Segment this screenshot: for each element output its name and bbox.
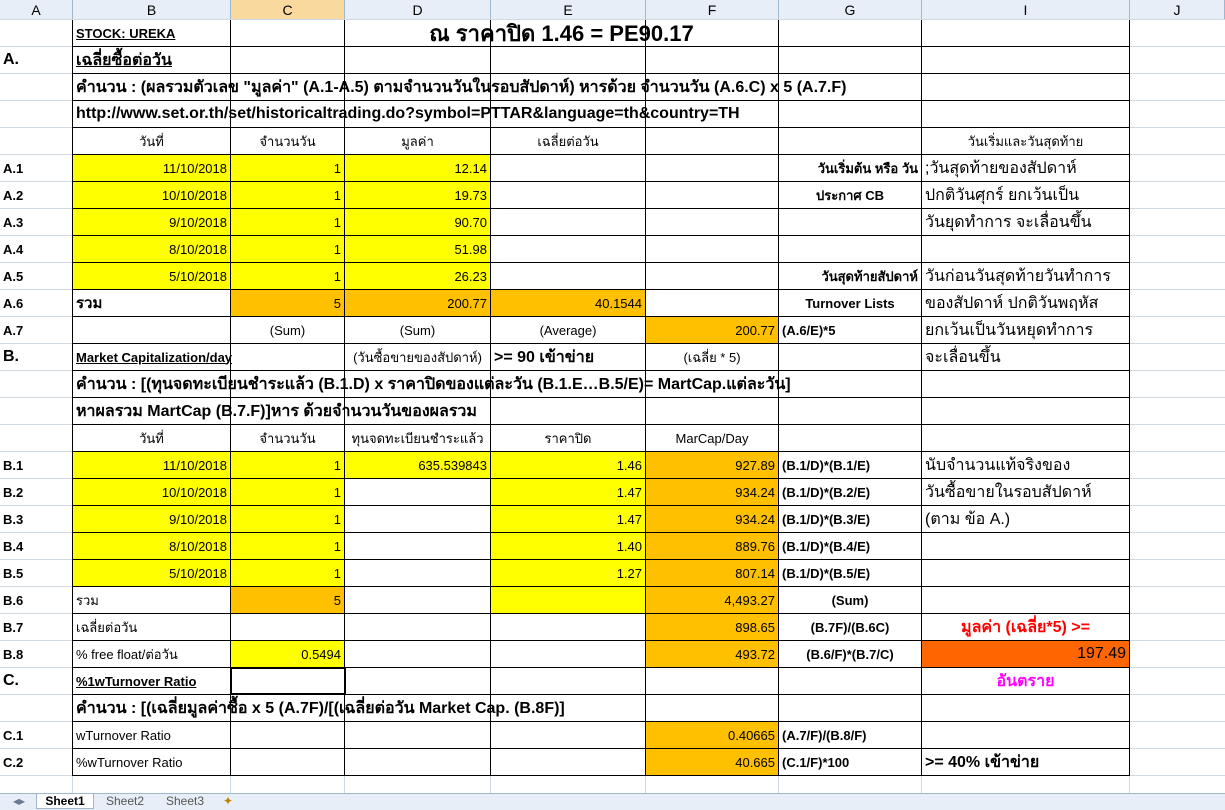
cell-value: 200.77 (447, 295, 487, 311)
cell-value: (Average) (539, 322, 597, 338)
cell-value: B. (3, 348, 19, 365)
cell-value: 5 (333, 295, 341, 311)
cell-value: (B.6/F)*(B.7/C) (806, 646, 894, 662)
cell-d10[interactable] (345, 263, 490, 289)
cell-g18[interactable] (779, 479, 921, 505)
cell-value: 1 (333, 457, 341, 473)
cell-value: เฉลี่ยต่อวัน (76, 619, 138, 635)
cell-c5[interactable] (231, 128, 344, 154)
cell-value: C.2 (3, 754, 24, 770)
cell-value: 51.98 (454, 241, 487, 257)
cell-b7[interactable] (73, 182, 230, 208)
cell-value: (C.1/F)*100 (782, 754, 850, 770)
cell-value: 9/10/2018 (169, 511, 227, 527)
cell-value: (ตาม ข้อ A.) (925, 510, 1011, 528)
cell-value: 10/10/2018 (161, 484, 227, 500)
cell-d16[interactable] (345, 425, 490, 451)
cell-value: คำนวน : [(ทุนจดทะเบียนชำระแล้ว (B.1.D) x ราคาปิดของแต่ละวัน (B.1.E…B.5/E)= MartCap.แต่ละวัน] (76, 375, 791, 393)
cell-value: จำนวนวัน (259, 133, 316, 149)
cell-h7[interactable] (922, 182, 1129, 208)
cell-e18[interactable] (491, 479, 645, 505)
cell-c7[interactable] (231, 182, 344, 208)
cell-value: 1 (333, 160, 341, 176)
cell-value: 1 (333, 511, 341, 527)
cell-value: (เฉลี่ย * 5) (683, 349, 741, 365)
cell-h8[interactable] (922, 209, 1129, 235)
cell-a19[interactable] (0, 506, 72, 532)
cell-value: Market Capitalization/day (76, 349, 233, 365)
cell-value: MarCap/Day (675, 430, 749, 446)
cell-b22[interactable] (73, 587, 230, 613)
cell-value: 9/10/2018 (169, 214, 227, 230)
cell-value: 0.5494 (301, 646, 341, 662)
cell-value: ประกาศ CB (815, 187, 885, 203)
cell-value: (B.7F)/(B.6C) (810, 619, 890, 635)
cell-value: (A.7/F)/(B.8/F) (782, 727, 867, 743)
cell-a17[interactable] (0, 452, 72, 478)
cell-value: 40.665 (735, 754, 775, 770)
column-header-e[interactable]: E (491, 0, 646, 20)
cell-value: 40.1544 (595, 295, 642, 311)
sheet-tab-sheet3[interactable]: Sheet3 (165, 794, 205, 808)
column-header-b[interactable]: B (73, 0, 231, 20)
cell-f23[interactable] (646, 614, 778, 640)
cell-value: 1 (333, 187, 341, 203)
sheet-tab-bar (0, 793, 1225, 810)
cell-a18[interactable] (0, 479, 72, 505)
cell-b14[interactable] (73, 371, 1129, 397)
cell-f18[interactable] (646, 479, 778, 505)
cell-d7[interactable] (345, 182, 490, 208)
cell-a8[interactable] (0, 209, 72, 235)
cell-value: วันสุดท้ายสัปดาห์ (821, 268, 918, 284)
cell-value: จำนวนวัน (259, 430, 316, 446)
cell-a6[interactable] (0, 155, 72, 181)
cell-value: Turnover Lists (805, 295, 895, 311)
cell-value: 26.23 (454, 268, 487, 284)
cell-a20[interactable] (0, 533, 72, 559)
cell-value: A.1 (3, 160, 24, 176)
cell-c20[interactable] (231, 533, 344, 559)
cell-f28[interactable] (646, 749, 778, 775)
cell-h28[interactable] (922, 749, 1129, 775)
cell-value: A.5 (3, 268, 24, 284)
cell-value: B.6 (3, 592, 24, 608)
cell-value: B.7 (3, 619, 24, 635)
cell-a13[interactable] (0, 344, 72, 370)
cell-g28[interactable] (779, 749, 921, 775)
cell-value: ปกติวันศุกร์ ยกเว้นเป็น (925, 186, 1080, 204)
cell-d9[interactable] (345, 236, 490, 262)
cell-value: อันตราย (996, 672, 1055, 690)
cell-value: 1.40 (616, 538, 642, 554)
cell-a11[interactable] (0, 290, 72, 316)
cell-value: วันซื้อขายในรอบสัปดาห์ (925, 483, 1092, 501)
cell-value: 889.76 (735, 538, 775, 554)
cell-b24[interactable] (73, 641, 230, 667)
cell-e22[interactable] (491, 587, 645, 613)
cell-b16[interactable] (73, 425, 230, 451)
cell-value: 10/10/2018 (161, 187, 227, 203)
cell-d12[interactable] (345, 317, 490, 343)
cell-b17[interactable] (73, 452, 230, 478)
cell-value: >= 40% เข้าข่าย (925, 753, 1040, 771)
cell-value: B.8 (3, 646, 24, 662)
cell-b26[interactable] (73, 695, 778, 721)
cell-value: (Sum) (831, 592, 869, 608)
cell-g10[interactable] (779, 263, 921, 289)
cell-g6[interactable] (779, 155, 921, 181)
cell-value: เฉลี่ยต่อวัน (537, 133, 599, 149)
cell-c19[interactable] (231, 506, 344, 532)
tab-scroll-arrows-icon[interactable]: ◂▸ (12, 794, 26, 808)
cell-b2[interactable] (73, 47, 344, 73)
cell-a25[interactable] (0, 668, 72, 694)
sheet-tab-sheet1[interactable]: Sheet1 (36, 794, 94, 809)
cell-f21[interactable] (646, 560, 778, 586)
cell-value: ราคาปิด (544, 430, 592, 446)
cell-c11[interactable] (231, 290, 344, 316)
cell-h13[interactable] (922, 344, 1129, 370)
column-header-i[interactable]: I (922, 0, 1130, 20)
cell-d8[interactable] (345, 209, 490, 235)
cell-value: วันเริ่มและวันสุดท้าย (967, 133, 1084, 149)
cell-b11[interactable] (73, 290, 230, 316)
cell-a21[interactable] (0, 560, 72, 586)
cell-value: 1.46 (616, 457, 642, 473)
cell-value: 1 (333, 538, 341, 554)
column-header-c[interactable]: C (231, 0, 345, 20)
cell-value: A. (3, 51, 19, 68)
cell-b6[interactable] (73, 155, 230, 181)
cell-f13[interactable] (646, 344, 778, 370)
cell-value: 934.24 (735, 511, 775, 527)
cell-f19[interactable] (646, 506, 778, 532)
cell-b1[interactable] (73, 20, 230, 46)
cell-e12[interactable] (491, 317, 645, 343)
cell-c17[interactable] (231, 452, 344, 478)
cell-value: 1 (333, 268, 341, 284)
cell-g11[interactable] (779, 290, 921, 316)
column-header-g[interactable]: G (779, 0, 922, 20)
cell-g20[interactable] (779, 533, 921, 559)
cell-b19[interactable] (73, 506, 230, 532)
cell-value: 1 (333, 565, 341, 581)
cell-value: A.7 (3, 322, 24, 338)
cell-f20[interactable] (646, 533, 778, 559)
cell-e5[interactable] (491, 128, 645, 154)
cell-value: B.5 (3, 565, 24, 581)
cell-h23[interactable] (922, 614, 1129, 640)
cell-value: (B.1/D)*(B.1/E) (782, 457, 871, 473)
cell-d13[interactable] (345, 344, 490, 370)
cell-g22[interactable] (779, 587, 921, 613)
cell-b5[interactable] (73, 128, 230, 154)
cell-value: C.1 (3, 727, 24, 743)
cell-a9[interactable] (0, 236, 72, 262)
cell-a28[interactable] (0, 749, 72, 775)
cell-a22[interactable] (0, 587, 72, 613)
cell-value: ทุนจดทะเบียนชำระแล้ว (351, 430, 484, 446)
cell-value: 1.47 (616, 511, 642, 527)
cell-h10[interactable] (922, 263, 1129, 289)
cell-h24[interactable] (922, 641, 1129, 667)
cell-e21[interactable] (491, 560, 645, 586)
cell-value: จะเลื่อนขึ้น (925, 348, 1001, 366)
cell-f24[interactable] (646, 641, 778, 667)
cell-b15[interactable] (73, 398, 778, 424)
cell-a7[interactable] (0, 182, 72, 208)
cell-value: นับจำนวนแท้จริงของ (925, 456, 1071, 474)
cell-value: คำนวน : [(เฉลี่ยมูลค่าซื้อ x 5 (A.7F)/[(เฉลี่ยต่อวัน Market Cap. (B.8F)] (76, 699, 565, 717)
cell-value: 635.539843 (418, 457, 487, 473)
cell-f22[interactable] (646, 587, 778, 613)
cell-c24[interactable] (231, 641, 344, 667)
cell-value: ;วันสุดท้ายของสัปดาห์ (925, 159, 1077, 177)
cell-h12[interactable] (922, 317, 1129, 343)
cell-value: 927.89 (735, 457, 775, 473)
cell-e16[interactable] (491, 425, 645, 451)
cell-value: http://www.set.or.th/set/historicaltrading.do?symbol=PTTAR&language=th&country=TH (76, 105, 740, 122)
cell-value: A.4 (3, 241, 24, 257)
cell-value: B.2 (3, 484, 24, 500)
cell-c16[interactable] (231, 425, 344, 451)
cell-g7[interactable] (779, 182, 921, 208)
cell-value: A.6 (3, 295, 24, 311)
cell-value: 12.14 (454, 160, 487, 176)
cell-value: คำนวน : (ผลรวมตัวเลข "มูลค่า" (A.1-A.5) ตามจำนวนวันในรอบสัปดาห์) หารด้วย จำนวนวัน (A.6.C) x 5 (A.7.F) (76, 78, 847, 96)
cell-value: (B.1/D)*(B.3/E) (782, 511, 871, 527)
cell-g19[interactable] (779, 506, 921, 532)
cell-c6[interactable] (231, 155, 344, 181)
cell-value: ของสัปดาห์ ปกติวันพฤหัส (925, 294, 1099, 312)
cell-h6[interactable] (922, 155, 1129, 181)
sheet-tab-sheet2[interactable]: Sheet2 (105, 794, 145, 808)
cell-d11[interactable] (345, 290, 490, 316)
cell-value: (B.1/D)*(B.5/E) (782, 565, 871, 581)
cell-value: หาผลรวม MartCap (B.7.F)]หาร ด้วยจำนวนวันของผลรวม (76, 402, 477, 420)
cell-value: 8/10/2018 (169, 538, 227, 554)
cell-value: ยกเว้นเป็นวันหยุดทำการ (925, 321, 1094, 339)
cell-b10[interactable] (73, 263, 230, 289)
insert-sheet-icon[interactable]: ✦ (222, 794, 234, 808)
cell-a27[interactable] (0, 722, 72, 748)
cell-c22[interactable] (231, 587, 344, 613)
cell-value: 1 (333, 484, 341, 500)
cell-b20[interactable] (73, 533, 230, 559)
cell-b27[interactable] (73, 722, 230, 748)
cell-value: B.1 (3, 457, 24, 473)
cell-g23[interactable] (779, 614, 921, 640)
cell-g27[interactable] (779, 722, 921, 748)
cell-value: 1 (333, 214, 341, 230)
cell-value: 898.65 (735, 619, 775, 635)
cell-value: >= 90 เข้าข่าย (494, 348, 595, 366)
cell-value: 4,493.27 (724, 592, 775, 608)
cell-c9[interactable] (231, 236, 344, 262)
cell-value: 1 (333, 241, 341, 257)
cell-value: 8/10/2018 (169, 241, 227, 257)
cell-value: 200.77 (735, 322, 775, 338)
cell-g24[interactable] (779, 641, 921, 667)
cell-value: B.3 (3, 511, 24, 527)
cell-c10[interactable] (231, 263, 344, 289)
cell-value: 11/10/2018 (162, 457, 227, 473)
cell-b23[interactable] (73, 614, 230, 640)
cell-b8[interactable] (73, 209, 230, 235)
cell-e11[interactable] (491, 290, 645, 316)
table-border (73, 775, 1130, 776)
cell-b3[interactable] (73, 74, 1129, 100)
cell-value: 0.40665 (728, 727, 775, 743)
cell-value: วันที่ (139, 133, 164, 149)
cell-value: A.2 (3, 187, 24, 203)
cell-e19[interactable] (491, 506, 645, 532)
cell-d5[interactable] (345, 128, 490, 154)
cell-value: STOCK: UREKA (76, 25, 176, 41)
cell-b9[interactable] (73, 236, 230, 262)
cell-a23[interactable] (0, 614, 72, 640)
cell-f27[interactable] (646, 722, 778, 748)
cell-c12[interactable] (231, 317, 344, 343)
cell-d1[interactable] (345, 20, 778, 46)
cell-value: wTurnover Ratio (76, 727, 171, 743)
cell-e17[interactable] (491, 452, 645, 478)
cell-value: (B.1/D)*(B.2/E) (782, 484, 871, 500)
cell-value: 197.49 (1077, 645, 1126, 662)
cell-a12[interactable] (0, 317, 72, 343)
cell-value: %1wTurnover Ratio (76, 673, 197, 689)
table-border (73, 721, 1130, 722)
column-header-f[interactable]: F (646, 0, 779, 20)
cell-b18[interactable] (73, 479, 230, 505)
cell-a10[interactable] (0, 263, 72, 289)
cell-value: A.3 (3, 214, 24, 230)
cell-value: วันก่อนวันสุดท้ายวันทำการ (925, 267, 1111, 285)
cell-value: %wTurnover Ratio (76, 754, 183, 770)
cell-value: ณ ราคาปิด 1.46 = PE90.17 (429, 20, 694, 46)
cell-value: เฉลี่ยซื้อต่อวัน (76, 51, 172, 69)
cell-f16[interactable] (646, 425, 778, 451)
cell-value: 5/10/2018 (169, 268, 227, 284)
cell-f12[interactable] (646, 317, 778, 343)
cell-g12[interactable] (779, 317, 921, 343)
cell-a2[interactable] (0, 47, 72, 73)
cell-value: 493.72 (735, 646, 775, 662)
cell-value: มูลค่า (เฉลี่ย*5) >= (961, 618, 1090, 636)
cell-h19[interactable] (922, 506, 1129, 532)
cell-b28[interactable] (73, 749, 230, 775)
cell-d6[interactable] (345, 155, 490, 181)
cell-b4[interactable] (73, 101, 1129, 127)
cell-value: 5/10/2018 (169, 565, 227, 581)
cell-e20[interactable] (491, 533, 645, 559)
cell-h17[interactable] (922, 452, 1129, 478)
cell-h5[interactable] (922, 128, 1129, 154)
active-cell-outline (230, 667, 346, 695)
cell-h11[interactable] (922, 290, 1129, 316)
cell-value: 934.24 (735, 484, 775, 500)
cell-h25[interactable] (922, 668, 1129, 694)
cell-value: (A.6/E)*5 (782, 322, 836, 338)
cell-g21[interactable] (779, 560, 921, 586)
cell-b13[interactable] (73, 344, 344, 370)
cell-value: C. (3, 672, 19, 689)
cell-value: (วันซื้อขายของสัปดาห์) (353, 349, 482, 365)
cell-value: 90.70 (454, 214, 487, 230)
cell-b21[interactable] (73, 560, 230, 586)
cell-value: (B.1/D)*(B.4/E) (782, 538, 871, 554)
cell-value: 1.47 (616, 484, 642, 500)
cell-value: B.4 (3, 538, 24, 554)
cell-a24[interactable] (0, 641, 72, 667)
cell-value: % free float/ต่อวัน (76, 646, 178, 662)
cell-value: วันเริ่มต้น หรือ วัน (817, 160, 918, 176)
cell-value: มูลค่า (401, 133, 434, 149)
cell-c18[interactable] (231, 479, 344, 505)
cell-f17[interactable] (646, 452, 778, 478)
cell-value: วันยุดทำการ จะเลื่อนขึ้น (925, 213, 1092, 231)
column-header-a[interactable]: A (0, 0, 73, 20)
cell-d17[interactable] (345, 452, 490, 478)
cell-value: 11/10/2018 (162, 160, 227, 176)
cell-b25[interactable] (73, 668, 230, 694)
cell-value: (Sum) (399, 322, 436, 338)
cell-c8[interactable] (231, 209, 344, 235)
cell-c21[interactable] (231, 560, 344, 586)
cell-value: (Sum) (269, 322, 306, 338)
cell-h18[interactable] (922, 479, 1129, 505)
cell-value: 5 (333, 592, 341, 608)
cell-value: 807.14 (735, 565, 775, 581)
cell-value: รวม (76, 592, 99, 608)
cell-g17[interactable] (779, 452, 921, 478)
cell-value: วันที่ (139, 430, 164, 446)
cell-value: รวม (76, 295, 103, 312)
cell-e13[interactable] (491, 344, 645, 370)
cell-value: 1.27 (616, 565, 642, 581)
cell-value: 19.73 (454, 187, 487, 203)
column-header-d[interactable]: D (345, 0, 491, 20)
table-border (1129, 20, 1130, 776)
column-header-j[interactable]: J (1130, 0, 1225, 20)
